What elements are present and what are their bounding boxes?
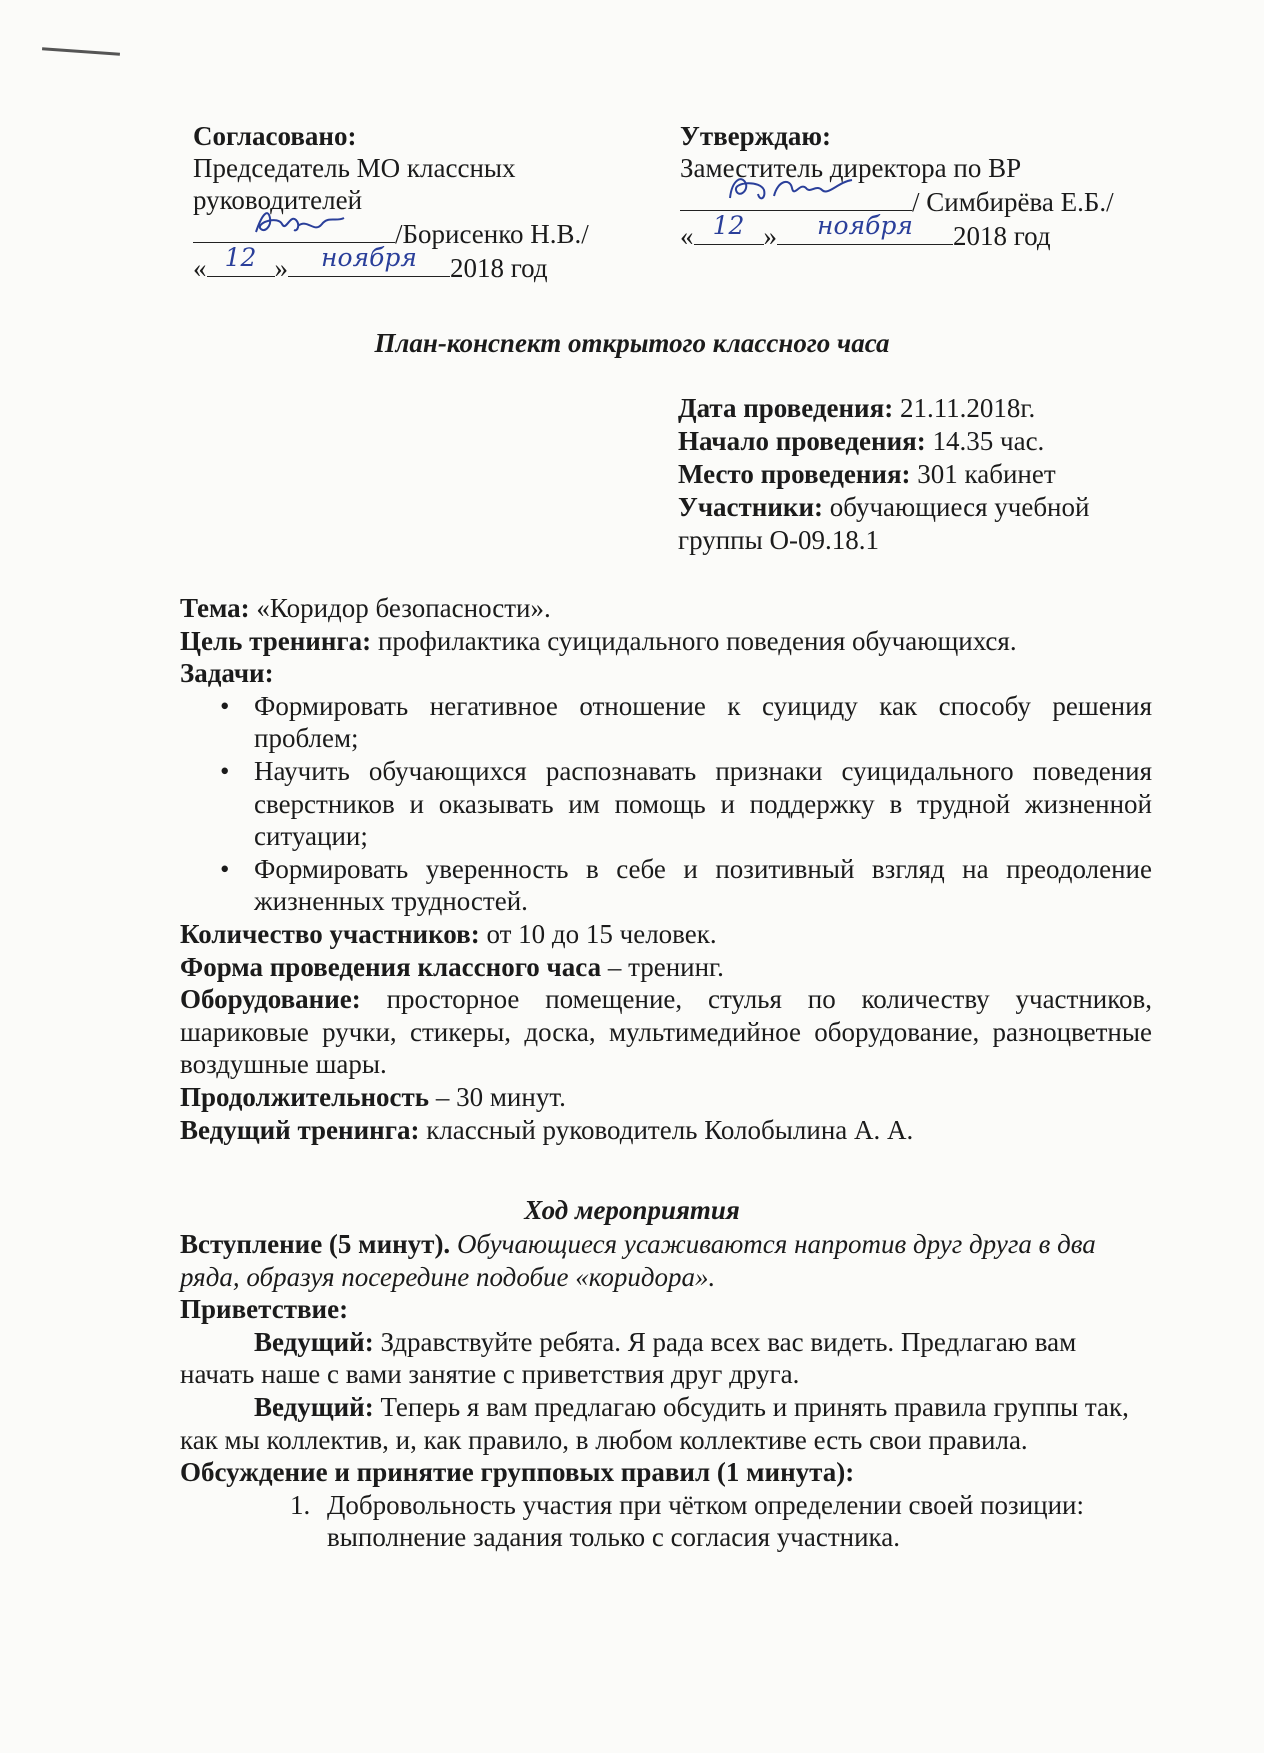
event-info <box>678 392 1089 557</box>
approval-right-heading: Утверждаю: <box>680 121 832 151</box>
course-body <box>180 1228 1152 1554</box>
approval-left-date-line: « 12 » ноября 2018 год <box>193 243 548 283</box>
approval-right-name: / Симбирёва Е.Б./ <box>912 187 1114 217</box>
info-place: Место проведения: 301 кабинет <box>678 459 1056 489</box>
document-title: План-конспект открытого классного часа <box>374 328 890 358</box>
date-month-blank <box>777 211 953 245</box>
date-day-handwritten: 12 <box>224 243 257 272</box>
task-item: • Формировать негативное отношение к суициду как способу решения проблем; <box>220 690 1152 754</box>
date-month-handwritten: ноября <box>321 243 417 272</box>
date-month-handwritten: ноября <box>817 211 913 240</box>
host: Ведущий тренинга: классный руководитель Колобылина А. А. <box>180 1114 914 1145</box>
host-speech: Ведущий: Здравствуйте ребята. Я рада всех вас видеть. Предлагаю вам начать наше с вами занятие с приветствия друг друга. <box>180 1326 1077 1390</box>
date-day-handwritten: 12 <box>712 211 745 240</box>
approval-left-year: 2018 год <box>450 253 548 283</box>
date-day-blank <box>694 211 764 245</box>
host-speech: Ведущий: Теперь я вам предлагаю обсудить и принять правила группы так, как мы коллектив, и, как правило, в любом коллективе есть свои правила. <box>180 1391 1129 1455</box>
info-participants: Участники: обучающиеся учебной <box>678 492 1090 522</box>
equipment: Оборудование: просторное помещение, стулья по количеству участников, шариковые ручки, стикеры, доска, мультимедийное оборудование, разноцветные воздушные шары. <box>180 984 1152 1080</box>
date-day-blank <box>207 243 275 277</box>
participant-count: Количество участников: от 10 до 15 человек. <box>180 918 717 949</box>
info-participants-cont: группы О-09.18.1 <box>678 525 879 555</box>
approval-left-heading: Согласовано: <box>193 121 357 151</box>
greeting-heading: Приветствие: <box>180 1294 349 1325</box>
date-month-blank <box>288 243 450 277</box>
scan-mark <box>42 47 120 55</box>
approval-right-year: 2018 год <box>953 221 1051 251</box>
task-item: • Научить обучающихся распознавать признаки суицидального поведения сверстников и оказывать им помощь и поддержку в трудной жизненной ситуации; <box>220 755 1152 852</box>
intro: Вступление (5 минут). Обучающиеся усаживаются напротив друг друга в два ряда, образуя посередине подобие «коридора». <box>180 1229 1096 1292</box>
approval-left-name: /Борисенко Н.В./ <box>395 219 589 249</box>
signature-mark <box>248 204 348 240</box>
approval-right-date-line: « 12 » ноября 2018 год <box>680 211 1051 251</box>
approval-right <box>680 120 1114 252</box>
duration: Продолжительность – 30 минут. <box>180 1081 566 1112</box>
info-start: Начало проведения: 14.35 час. <box>678 426 1045 456</box>
signature-blank <box>680 184 912 211</box>
approval-right-line1: Заместитель директора по ВР <box>680 153 1022 183</box>
topic: Тема: «Коридор безопасности». <box>180 593 551 623</box>
main-body <box>180 592 1152 1146</box>
form: Форма проведения классного часа – тренинг. <box>180 951 724 982</box>
course-title: Ход мероприятия <box>524 1195 740 1225</box>
info-date: Дата проведения: 21.11.2018г. <box>678 393 1036 423</box>
signature-blank <box>193 216 395 243</box>
rule-item: 1. Добровольность участия при чётком определении своей позиции: выполнение задания только с согласия участника. <box>290 1489 1084 1553</box>
approval-left <box>193 120 589 284</box>
approval-left-line1: Председатель МО классных <box>193 153 516 183</box>
signature-mark <box>720 168 860 208</box>
approval-left-line2: руководителей <box>193 185 363 215</box>
rules-heading: Обсуждение и принятие групповых правил (1 минута): <box>180 1457 855 1488</box>
task-item: • Формировать уверенность в себе и позитивный взгляд на преодоление жизненных трудностей. <box>220 853 1152 917</box>
tasks-heading: Задачи: <box>180 658 274 689</box>
goal: Цель тренинга: профилактика суицидального поведения обучающихся. <box>180 625 1017 656</box>
